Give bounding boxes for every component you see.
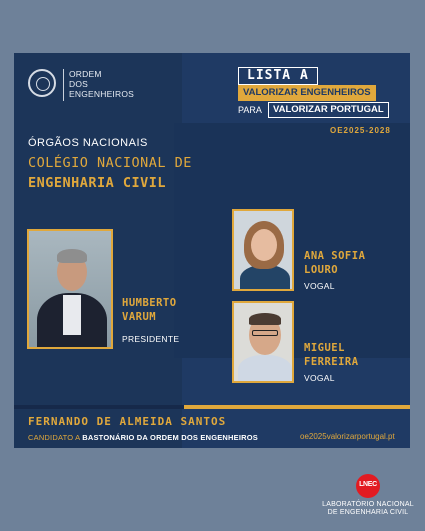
portrait-body [238,355,292,383]
portrait-shirt [63,295,81,335]
member-photo [232,209,294,291]
list-label: LISTA A [238,67,318,85]
member-name-line: HUMBERTO [122,297,177,309]
section-heading: ÓRGÃOS NACIONAIS [28,137,148,149]
candidate-prefix: CANDIDATO A [28,433,80,442]
member-name-line: LOURO [304,264,339,276]
portrait-hair [57,249,87,263]
campaign-website-link[interactable]: oe2025valorizarportugal.pt [300,432,395,441]
member-name [304,341,359,369]
member-name [304,249,365,277]
partner-name-line: LABORATÓRIO NACIONAL [322,501,414,508]
partner-name-line: DE ENGENHARIA CIVIL [327,509,409,516]
candidate-title [28,433,258,442]
campaign-badge [238,67,398,125]
lnec-logo-block [322,474,414,517]
portrait-head [251,229,277,261]
slogan-connector: PARA [238,105,262,115]
footer-accent-bar-dark [14,405,184,409]
member-role: VOGAL [304,373,335,383]
member-name-line: VARUM [122,311,157,323]
organization-name [69,69,134,99]
candidate-name: FERNANDO DE ALMEIDA SANTOS [28,415,227,428]
president-photo [27,229,113,349]
slogan-part1: VALORIZAR ENGENHEIROS [238,85,376,101]
glasses-icon [252,330,278,336]
divider [63,69,64,101]
organization-line: ENGENHEIROS [69,89,135,99]
term-label: OE2025-2028 [330,126,391,135]
college-title-line2: ENGENHARIA CIVIL [28,175,167,191]
member-role: VOGAL [304,281,335,291]
member-name [122,296,177,324]
lnec-logo-text: LNEC [359,481,377,488]
ordem-seal-icon [28,69,56,97]
slogan-part2: VALORIZAR PORTUGAL [268,102,389,118]
member-photo [232,301,294,383]
member-name-line: ANA SOFIA [304,250,366,262]
campaign-card [14,53,410,448]
member-name-line: MIGUEL [304,342,345,354]
college-title-line1: COLÉGIO NACIONAL DE [28,155,192,171]
portrait-hair [249,313,281,325]
lnec-logo-icon [356,474,380,498]
organization-line: DOS [69,79,89,89]
candidate-role: BASTONÁRIO DA ORDEM DOS ENGENHEIROS [82,433,258,442]
member-role: PRESIDENTE [122,334,180,344]
organization-line: ORDEM [69,69,102,79]
member-name-line: FERREIRA [304,356,359,368]
